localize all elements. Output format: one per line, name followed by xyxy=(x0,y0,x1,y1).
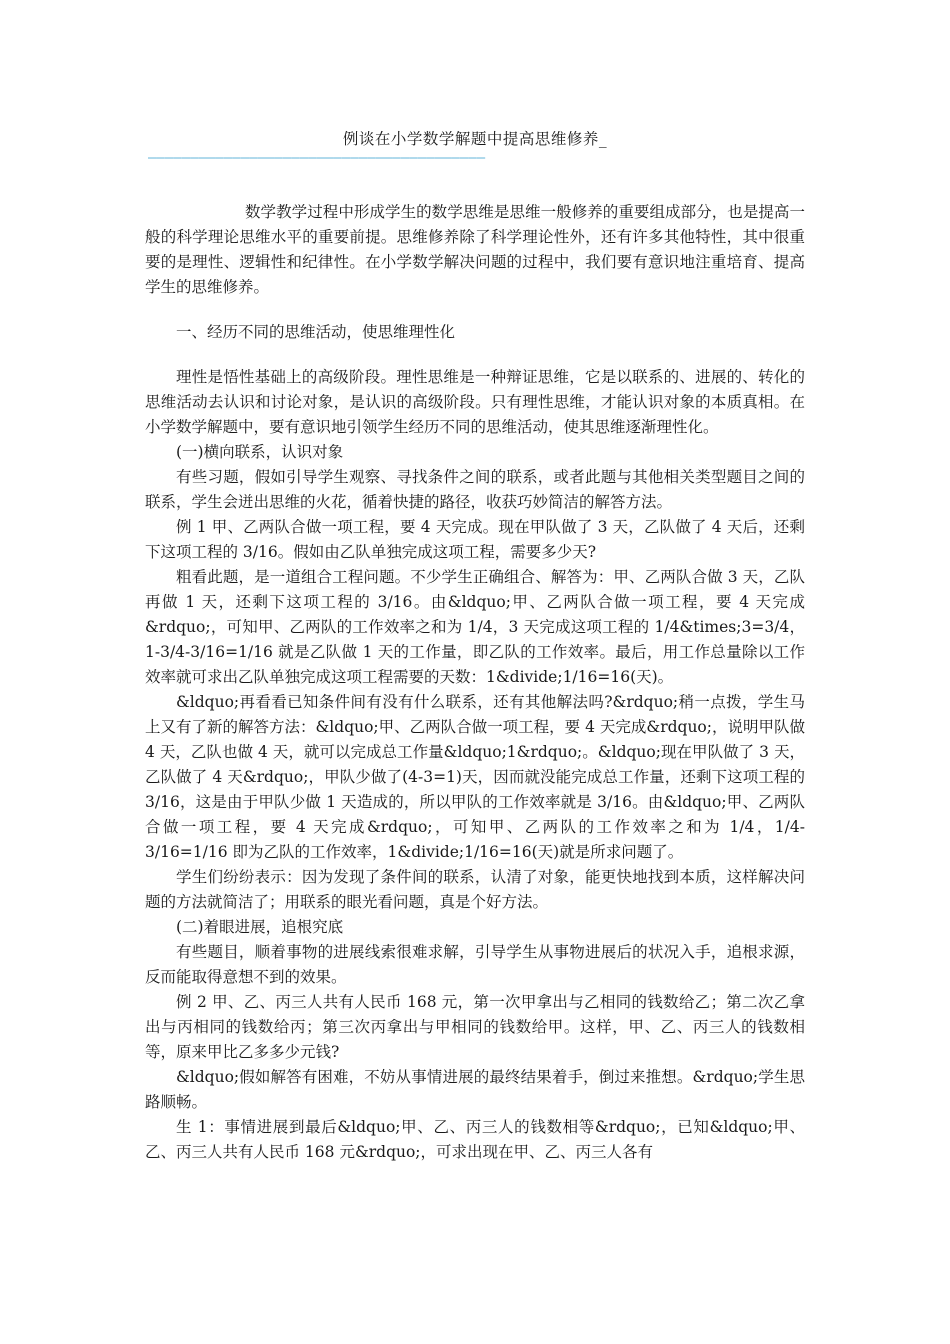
subheading-1: (一)横向联系，认识对象 xyxy=(176,443,344,461)
section-heading-1: 一、经历不同的思维活动，使思维理性化 xyxy=(176,323,456,341)
intro-paragraph: 数学教学过程中形成学生的数学思维是思维一般修养的重要组成部分，也是提高一般的科学理论思维水平的重要前提。思维修养除了科学理论性外，还有许多其他特性，其中很重要的是理性、逻辑性和纪律性。在小学数学解决问题的过程中，我们要有意识地注重培育、提高学生的思维修养。 xyxy=(145,203,805,296)
title-divider: ———————————————————————————————————————— xyxy=(148,150,486,166)
paragraph-trace-back: 有些题目，顺着事物的进展线索很难求解，引导学生从事物进展后的状况入手，追根求源，反而能取得意想不到的效果。 xyxy=(145,943,805,986)
paragraph-solution-2: &ldquo;再看看已知条件间有没有什么联系，还有其他解法吗?&rdquo;稍一点拨，学生马上又有了新的解答方法：&ldquo;甲、乙两队合做一项工程，要 4 天完成&rdquo;，说明甲队做 4 天，乙队也做 4 天，就可以完成总工作量&ldquo;1&rdquo;。&ldquo;现在甲队做了 3 天，乙队做了 4 天&rdquo;，甲队少做了(4-3=1)天，因而就没能完成总工作量，还剩下这项工程的 3/16，这是由于甲队少做 1 天造成的，所以甲队的工作效率就是 3/16。由&ldquo;甲、乙两队合做一项工程，要 4 天完成&rdquo;，可知甲、乙两队的工作效率之和为 1/4，1/4-3/16=1/16 即为乙队的工作效率，1&divide;1/16=16(天)就是所求问题了。 xyxy=(145,693,805,861)
paragraph-horizontal-link: 有些习题，假如引导学生观察、寻找条件之间的联系，或者此题与其他相关类型题目之间的联系，学生会迸出思维的火花，循着快捷的路径，收获巧妙简洁的解答方法。 xyxy=(145,468,805,511)
paragraph-student-reflection: 学生们纷纷表示：因为发现了条件间的联系，认清了对象，能更快地找到本质，这样解决问题的方法就简洁了；用联系的眼光看问题，真是个好方法。 xyxy=(145,868,805,911)
paragraph-rationality: 理性是悟性基础上的高级阶段。理性思维是一种辩证思维，它是以联系的、进展的、转化的思维活动去认识和讨论对象，是认识的高级阶段。只有理性思维，才能认识对象的本质真相。在小学数学解题中，要有意识地引领学生经历不同的思维活动，使其思维逐渐理性化。 xyxy=(145,368,805,436)
paragraph-hint: &ldquo;假如解答有困难，不妨从事情进展的最终结果着手，倒过来推想。&rdquo;学生思路顺畅。 xyxy=(145,1068,805,1111)
paragraph-student-1: 生 1：事情进展到最后&ldquo;甲、乙、丙三人的钱数相等&rdquo;，已知&ldquo;甲、乙、丙三人共有人民币 168 元&rdquo;，可求出现在甲、乙、丙三人各有 xyxy=(145,1118,805,1161)
example-1: 例 1 甲、乙两队合做一项工程，要 4 天完成。现在甲队做了 3 天，乙队做了 4 天后，还剩下这项工程的 3/16。假如由乙队单独完成这项工程，需要多少天? xyxy=(145,518,805,561)
subheading-2: (二)着眼进展，追根究底 xyxy=(176,918,344,936)
document-body xyxy=(145,200,805,1165)
paragraph-solution-1: 粗看此题，是一道组合工程问题。不少学生正确组合、解答为：甲、乙两队合做 3 天，乙队再做 1 天，还剩下这项工程的 3/16。由&ldquo;甲、乙两队合做一项工程，要 4 天完成&rdquo;，可知甲、乙两队的工作效率之和为 1/4，3 天完成这项工程的 1/4&times;3=3/4，1-3/4-3/16=1/16 就是乙队做 1 天的工作量，即乙队的工作效率。最后，用工作总量除以工作效率就可求出乙队单独完成这项工程需要的天数：1&divide;1/16=16(天)。 xyxy=(145,568,805,686)
example-2: 例 2 甲、乙、丙三人共有人民币 168 元，第一次甲拿出与乙相同的钱数给乙；第二次乙拿出与丙相同的钱数给丙；第三次丙拿出与甲相同的钱数给甲。这样，甲、乙、丙三人的钱数相等，原来甲比乙多多少元钱? xyxy=(145,993,805,1061)
document-title: 例谈在小学数学解题中提高思维修养_ xyxy=(342,130,608,148)
